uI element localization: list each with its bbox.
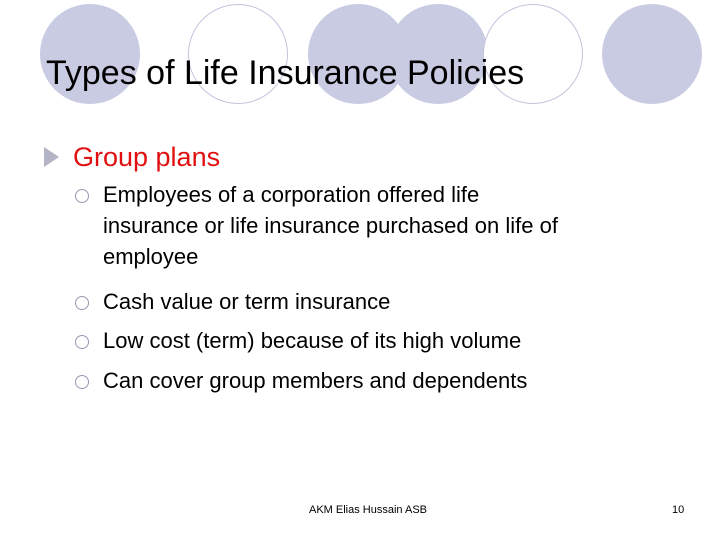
circle-bullet-icon <box>75 335 89 349</box>
decorative-circle <box>602 4 702 104</box>
sub-bullet-text: Employees of a corporation offered life insurance or life insurance purchased on life of employee <box>103 182 558 269</box>
page-number: 10 <box>672 504 685 516</box>
main-bullet-label: Group plans <box>73 142 221 172</box>
sub-bullet-text: Can cover group members and dependents <box>103 368 528 393</box>
slide-title: Types of Life Insurance Policies <box>46 54 525 92</box>
sub-bullet-text: Cash value or term insurance <box>103 289 391 314</box>
circle-bullet-icon <box>75 189 89 203</box>
footer-author: AKM Elias Hussain ASB <box>309 504 427 516</box>
circle-bullet-icon <box>75 375 89 389</box>
circle-bullet-icon <box>75 296 89 310</box>
sub-bullet-text: Low cost (term) because of its high volume <box>103 328 522 353</box>
triangle-bullet-icon <box>44 147 59 167</box>
